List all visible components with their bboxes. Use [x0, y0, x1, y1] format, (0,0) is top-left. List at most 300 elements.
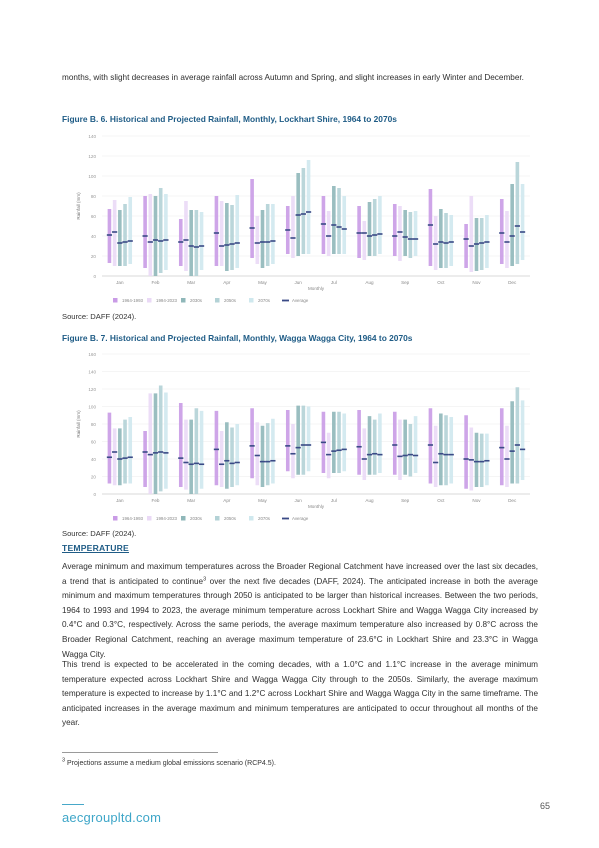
y-tick-label: 120: [88, 387, 96, 392]
legend-swatch: [147, 516, 152, 521]
average-marker: [469, 459, 474, 461]
range-bar: [113, 200, 117, 266]
average-marker: [449, 454, 454, 456]
x-tick-label: Jan: [116, 280, 124, 285]
legend-swatch: [215, 298, 220, 303]
average-marker: [484, 241, 489, 243]
range-bar: [195, 210, 199, 276]
average-marker: [515, 225, 520, 227]
legend-label: 2030s: [190, 516, 202, 521]
x-tick-label: Feb: [151, 498, 160, 503]
average-marker: [520, 449, 525, 451]
range-bar: [464, 224, 468, 268]
average-marker: [515, 444, 520, 446]
range-bar: [449, 417, 453, 484]
range-bar: [225, 203, 229, 271]
average-marker: [235, 242, 240, 244]
brand-divider: [62, 804, 84, 805]
range-bar: [128, 197, 132, 264]
range-bar: [291, 424, 295, 478]
range-bar: [225, 422, 229, 489]
range-bar: [409, 424, 413, 477]
average-marker: [408, 238, 413, 240]
average-marker: [117, 242, 122, 244]
legend-swatch: [181, 516, 186, 521]
average-marker: [413, 238, 418, 240]
average-marker: [270, 460, 275, 462]
range-bar: [266, 423, 270, 485]
range-bar: [164, 194, 168, 270]
range-bar: [337, 412, 341, 473]
range-bar: [143, 196, 147, 268]
range-bar: [200, 411, 204, 489]
range-bar: [215, 196, 219, 266]
average-marker: [357, 446, 362, 448]
average-marker: [484, 460, 489, 462]
range-bar: [429, 189, 433, 266]
range-bar: [378, 414, 382, 474]
average-marker: [250, 227, 255, 229]
figure-b6-source: Source: DAFF (2024).: [62, 312, 137, 321]
figure-b6-title: Figure B. 6. Historical and Projected Rainfall, Monthly, Lockhart Shire, 1964 to 2070s: [62, 114, 397, 124]
legend-label: 2050s: [224, 298, 236, 303]
average-marker: [163, 452, 168, 454]
range-bar: [123, 204, 127, 266]
average-marker: [250, 445, 255, 447]
x-axis-label: Monthly: [307, 504, 325, 509]
y-tick-label: 100: [88, 404, 96, 410]
range-bar: [480, 218, 484, 270]
range-bar: [505, 211, 509, 268]
average-marker: [306, 444, 311, 446]
range-bar: [444, 415, 448, 485]
range-bar: [189, 420, 193, 494]
average-marker: [331, 224, 336, 226]
range-bar: [521, 400, 525, 480]
range-bar: [510, 401, 514, 483]
average-marker: [377, 454, 382, 456]
y-tick-label: 140: [88, 369, 96, 375]
average-marker: [255, 455, 260, 457]
average-marker: [178, 457, 183, 459]
x-tick-label: Nov: [472, 498, 481, 503]
y-tick-label: 120: [88, 154, 96, 159]
range-bar: [363, 221, 367, 260]
average-marker: [107, 456, 112, 458]
range-bar: [266, 204, 270, 266]
x-tick-label: Jul: [330, 280, 337, 285]
average-marker: [474, 461, 479, 463]
temperature-paragraph-1: [62, 560, 538, 662]
average-marker: [255, 242, 260, 244]
range-bar: [342, 196, 346, 254]
average-marker: [342, 449, 347, 451]
average-marker: [408, 454, 413, 456]
range-bar: [271, 419, 275, 484]
x-tick-label: Mar: [187, 280, 196, 285]
temperature-paragraph-1-end: over the next five decades (DAFF, 2024). The anticipated increase in both the average minimum and maximum temperatures through 2050 is anticipated to be larger than historical increases. Between the two periods, 1964 to 1993 and 1994 to 2023, the average minimum temperature across Lockhart Shire and Wagga Wagga City increased by 0.4°C and 0.3°C, respectively. Across the same periods, the average maximum temperature also increased by 0.8°C across the Broader Regional Catchment, reaching an average maximum temperature of 23.6°C in Lockhart Shire and 23.3°C in Wagga Wagga City.: [62, 576, 538, 659]
y-tick-label: 40: [90, 457, 96, 462]
y-axis-label: Rainfall (mm): [76, 410, 81, 438]
average-marker: [321, 442, 326, 444]
range-bar: [409, 212, 413, 258]
average-marker: [260, 461, 265, 463]
average-marker: [362, 458, 367, 460]
range-bar: [500, 199, 504, 264]
range-bar: [307, 160, 311, 254]
range-bar: [363, 428, 367, 480]
wagga-rainfall-chart-svg: [62, 346, 540, 526]
average-marker: [148, 454, 153, 456]
range-bar: [357, 410, 361, 475]
x-tick-label: Jun: [294, 498, 302, 503]
range-bar: [342, 414, 346, 472]
average-marker: [296, 447, 301, 449]
range-bar: [235, 424, 239, 485]
range-bar: [357, 206, 361, 258]
average-marker: [520, 231, 525, 233]
range-bar: [470, 196, 474, 272]
average-marker: [377, 233, 382, 235]
y-tick-label: 100: [88, 174, 96, 179]
average-marker: [153, 239, 158, 241]
average-marker: [107, 234, 112, 236]
average-marker: [342, 228, 347, 230]
range-bar: [220, 201, 224, 266]
y-tick-label: 20: [90, 254, 96, 259]
average-marker: [499, 232, 504, 234]
average-marker: [326, 235, 331, 237]
y-tick-label: 140: [88, 134, 96, 139]
average-marker: [443, 242, 448, 244]
average-marker: [372, 234, 377, 236]
brand-logo-text[interactable]: aecgroupltd.com: [62, 810, 162, 825]
range-bar: [403, 420, 407, 475]
range-bar: [378, 196, 382, 254]
legend-label: 2070s: [258, 298, 270, 303]
average-marker: [214, 232, 219, 234]
y-tick-label: 20: [90, 474, 96, 480]
average-marker: [464, 238, 469, 240]
average-marker: [464, 458, 469, 460]
average-marker: [122, 241, 127, 243]
average-marker: [143, 451, 148, 453]
average-marker: [189, 245, 194, 247]
average-marker: [219, 245, 224, 247]
average-marker: [199, 463, 204, 465]
range-bar: [250, 179, 254, 258]
figure-b7-source: Source: DAFF (2024).: [62, 529, 137, 538]
temperature-paragraph-1-start: Average minimum and maximum temperatures across the Broader Regional Catchment have increased over the last six decades, a trend that is anticipated to continue: [62, 562, 538, 586]
y-axis-label: Rainfall (mm): [76, 192, 81, 220]
x-tick-label: May: [258, 498, 267, 503]
footnote-text: Projections assume a medium global emissions scenario (RCP4.5).: [65, 760, 276, 767]
range-bar: [154, 196, 158, 276]
temperature-paragraph-2: This trend is expected to be accelerated in the coming decades, with a 1.0°C and 1.1°C increase in the average minimum temperature expected across Lockhart Shire and Wagga Wagga City through to the 2050s. Similarly, the average maximum temperature is expected to increase by 1.1°C and 1.2°C across Lockhart Shire and Wagga Wagga City in the same timeframe. The anticipated increases in the average maximum and minimum temperatures are anticipated to occur throughout all months of the year.: [62, 660, 538, 728]
average-marker: [443, 454, 448, 456]
average-marker: [285, 229, 290, 231]
average-marker: [504, 241, 509, 243]
range-bar: [464, 415, 468, 489]
range-bar: [302, 168, 306, 254]
average-marker: [499, 447, 504, 449]
range-bar: [296, 406, 300, 475]
range-bar: [322, 196, 326, 254]
range-bar: [154, 393, 158, 494]
range-bar: [291, 196, 295, 258]
x-tick-label: May: [258, 280, 267, 285]
range-bar: [444, 213, 448, 268]
range-bar: [368, 202, 372, 256]
average-marker: [219, 463, 224, 465]
range-bar: [439, 414, 443, 486]
average-marker: [336, 449, 341, 451]
average-marker: [194, 463, 199, 465]
range-bar: [220, 431, 224, 487]
range-bar: [184, 201, 188, 271]
average-marker: [265, 241, 270, 243]
range-bar: [398, 206, 402, 261]
range-bar: [398, 420, 402, 480]
range-bar: [414, 416, 418, 473]
average-marker: [510, 450, 515, 452]
range-bar: [439, 209, 443, 268]
average-marker: [510, 235, 515, 237]
average-marker: [397, 231, 402, 233]
average-marker: [122, 457, 127, 459]
average-marker: [224, 244, 229, 246]
average-marker: [479, 461, 484, 463]
range-bar: [108, 413, 112, 484]
x-tick-label: Jan: [116, 498, 124, 503]
range-bar: [261, 426, 265, 487]
average-marker: [504, 458, 509, 460]
range-bar: [189, 210, 193, 276]
average-marker: [158, 240, 163, 242]
x-tick-label: Sep: [401, 498, 410, 503]
range-bar: [123, 420, 127, 484]
average-marker: [148, 241, 153, 243]
y-tick-label: 160: [88, 352, 96, 357]
range-bar: [327, 433, 331, 479]
legend-swatch: [249, 516, 254, 521]
range-bar: [434, 426, 438, 487]
average-marker: [296, 214, 301, 216]
average-marker: [428, 224, 433, 226]
legend-label: 2070s: [258, 516, 270, 521]
x-tick-label: Nov: [472, 280, 481, 285]
legend-swatch: [113, 298, 118, 303]
range-bar: [337, 188, 341, 254]
average-marker: [229, 463, 234, 465]
range-bar: [393, 412, 397, 475]
x-tick-label: Dec: [508, 498, 517, 503]
average-marker: [321, 223, 326, 225]
average-marker: [326, 454, 331, 456]
average-marker: [367, 454, 372, 456]
x-tick-label: Aug: [365, 498, 374, 503]
y-tick-label: 80: [90, 194, 96, 199]
range-bar: [475, 433, 479, 487]
range-bar: [184, 420, 188, 490]
legend-label: 1964-1993: [122, 516, 143, 521]
range-bar: [510, 184, 514, 266]
range-bar: [159, 188, 163, 273]
average-marker: [403, 455, 408, 457]
x-tick-label: Apr: [223, 498, 231, 503]
range-bar: [149, 393, 153, 494]
legend-swatch: [147, 298, 152, 303]
average-marker: [158, 451, 163, 453]
legend-label: 2050s: [224, 516, 236, 521]
average-marker: [224, 460, 229, 462]
y-tick-label: 40: [90, 234, 96, 239]
footnote-divider: [62, 752, 218, 753]
x-axis-label: Monthly: [307, 286, 325, 291]
footnote-number: 3: [62, 757, 66, 764]
range-bar: [332, 186, 336, 254]
range-bar: [307, 407, 311, 472]
average-marker: [433, 243, 438, 245]
range-bar: [271, 204, 275, 264]
average-marker: [270, 240, 275, 242]
range-bar: [143, 431, 147, 487]
range-bar: [485, 434, 489, 486]
average-marker: [163, 239, 168, 241]
legend-label: 1964-1993: [122, 298, 143, 303]
range-bar: [200, 212, 204, 270]
average-marker: [336, 226, 341, 228]
average-marker: [438, 241, 443, 243]
range-bar: [403, 210, 407, 256]
average-marker: [306, 211, 311, 213]
average-marker: [301, 444, 306, 446]
intro-paragraph: months, with slight decreases in average rainfall across Autumn and Spring, and slight increases in early Winter and December.: [62, 73, 524, 82]
range-bar: [393, 204, 397, 256]
x-tick-label: Dec: [508, 280, 517, 285]
average-marker: [290, 237, 295, 239]
average-marker: [235, 462, 240, 464]
range-bar: [256, 216, 260, 264]
average-marker: [199, 245, 204, 247]
average-marker: [301, 213, 306, 215]
range-bar: [256, 422, 260, 485]
figure-b7-title: Figure B. 7. Historical and Projected Rainfall, Monthly, Wagga Wagga City, 1964 to 2070s: [62, 333, 413, 343]
temperature-heading: TEMPERATURE: [62, 543, 129, 553]
x-tick-label: Sep: [401, 280, 410, 285]
range-bar: [113, 428, 117, 485]
legend-swatch: [113, 516, 118, 521]
average-marker: [428, 444, 433, 446]
range-bar: [286, 410, 290, 471]
legend-swatch: [282, 300, 289, 302]
range-bar: [235, 195, 239, 268]
x-tick-label: Apr: [223, 280, 231, 285]
x-tick-label: Feb: [151, 280, 160, 285]
y-tick-label: 0: [93, 274, 96, 279]
average-marker: [178, 241, 183, 243]
range-bar: [500, 408, 504, 485]
range-bar: [368, 416, 372, 475]
y-tick-label: 60: [90, 214, 96, 219]
range-bar: [149, 194, 153, 276]
range-bar: [179, 403, 183, 487]
footnote-reference[interactable]: 3: [203, 575, 207, 582]
average-marker: [265, 461, 270, 463]
x-tick-label: Oct: [437, 280, 445, 285]
range-bar: [327, 211, 331, 256]
average-marker: [260, 241, 265, 243]
average-marker: [367, 235, 372, 237]
range-bar: [434, 216, 438, 270]
y-tick-label: 80: [90, 422, 96, 427]
range-bar: [230, 205, 234, 270]
range-bar: [195, 408, 199, 494]
average-marker: [214, 449, 219, 451]
average-marker: [112, 451, 117, 453]
x-tick-label: Jul: [330, 498, 337, 503]
x-tick-label: Jun: [294, 280, 302, 285]
range-bar: [302, 406, 306, 475]
average-marker: [143, 235, 148, 237]
average-marker: [413, 455, 418, 457]
average-marker: [112, 231, 117, 233]
range-bar: [449, 215, 453, 266]
legend-label: Average: [292, 298, 309, 303]
range-bar: [159, 386, 163, 492]
lockhart-rainfall-chart: [62, 128, 540, 308]
average-marker: [189, 463, 194, 465]
lockhart-rainfall-chart-svg: [62, 128, 540, 308]
y-tick-label: 60: [90, 439, 96, 445]
average-marker: [128, 240, 133, 242]
average-marker: [479, 242, 484, 244]
range-bar: [516, 387, 520, 483]
legend-label: 2030s: [190, 298, 202, 303]
range-bar: [429, 408, 433, 483]
average-marker: [438, 453, 443, 455]
average-marker: [183, 239, 188, 241]
average-marker: [449, 241, 454, 243]
legend-swatch: [282, 518, 289, 520]
range-bar: [373, 420, 377, 475]
average-marker: [285, 445, 290, 447]
average-marker: [194, 246, 199, 248]
x-tick-label: Aug: [365, 280, 374, 285]
range-bar: [521, 184, 525, 260]
average-marker: [357, 232, 362, 234]
legend-label: Average: [292, 516, 309, 521]
average-marker: [290, 453, 295, 455]
average-marker: [474, 243, 479, 245]
average-marker: [117, 458, 122, 460]
average-marker: [403, 236, 408, 238]
range-bar: [250, 408, 254, 478]
range-bar: [414, 211, 418, 256]
range-bar: [505, 426, 509, 487]
y-tick-label: 0: [93, 492, 96, 497]
average-marker: [372, 453, 377, 455]
legend-swatch: [249, 298, 254, 303]
range-bar: [118, 210, 122, 266]
average-marker: [392, 444, 397, 446]
legend-label: 1994-2023: [156, 298, 177, 303]
legend-swatch: [181, 298, 186, 303]
range-bar: [230, 428, 234, 488]
x-tick-label: Oct: [437, 498, 445, 503]
average-marker: [362, 232, 367, 234]
range-bar: [516, 162, 520, 264]
